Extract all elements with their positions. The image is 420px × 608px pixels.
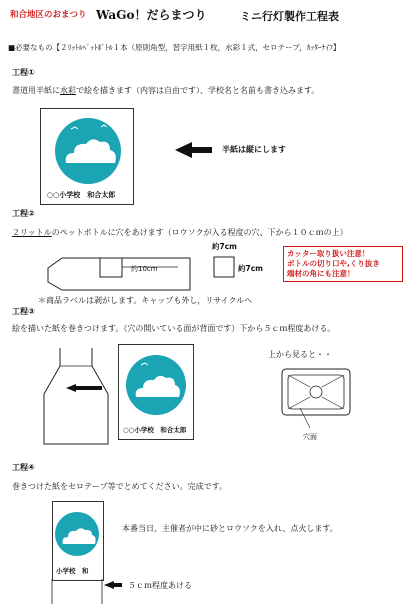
step3-card (118, 344, 194, 440)
dim-width: 約7cm (212, 242, 237, 251)
materials-line: ■必要なもの【２ﾘｯﾄﾙﾍﾟｯﾄﾎﾞﾄﾙ１本（原則角型，習字用紙１枚，水彩１式，セロテープ，ｶｯﾀｰﾅｲﾌ】 (8, 43, 341, 52)
hole-pointer-line (300, 408, 310, 428)
header-region: 和合地区のおまつり (10, 10, 87, 20)
gap-label: ５ｃｍ程度あける (128, 581, 192, 590)
top-view-label: 上から見ると・・ (268, 350, 332, 359)
dim-height: 約7cm (238, 264, 263, 273)
warning-line: カッター取り扱い注意！ (287, 249, 370, 258)
hole-square (214, 257, 234, 277)
bottle-upright-outline (44, 348, 108, 444)
warning-line: 端材の角にも注意！ (287, 269, 355, 278)
gap-arrow-icon (104, 581, 122, 589)
warning-box (283, 246, 403, 282)
step2-text-underlined: ２リットル (12, 228, 52, 237)
dim-10: 約10cm (131, 265, 158, 273)
step1-text-b: で絵を描きます（内容は自由です）、学校名と名前も書き込みます。 (76, 86, 320, 95)
step2-title: 工程② (12, 209, 35, 218)
step1-card (40, 108, 134, 205)
step4-card (52, 501, 104, 581)
step1-card-name: ○○小学校 和合太郎 (47, 191, 116, 199)
step1-text (12, 86, 319, 96)
step1-text-underlined: 水彩 (60, 86, 76, 95)
arrow-left-icon (66, 384, 102, 392)
step4-text: 巻きつけた紙をセロテープ等でとめてください。完成です。 (12, 482, 227, 491)
step1-title: 工程① (12, 68, 35, 77)
header-subtitle: ミニ行灯製作工程表 (240, 10, 339, 23)
step1-arrow-label: 半紙は縦にします (222, 145, 286, 154)
step3-card-name: ○○小学校 和合太郎 (123, 426, 187, 434)
step1-text-a: 書道用半紙に (12, 86, 60, 95)
bottle-hole (100, 258, 122, 277)
step2-text (12, 228, 348, 238)
left-arrow-icon (175, 142, 212, 158)
step2-text-b: のペットボトルに穴をあけます（ロウソクが入る程度の穴、下から１０ｃｍの上） (51, 228, 348, 237)
warning-line: ボトルの切り口や,くり抜き (287, 259, 380, 268)
header-title: WaGo！だらまつり (96, 8, 207, 22)
hole-label: 穴面 (303, 433, 317, 441)
step4-card-name: 小学校 和 (56, 567, 89, 575)
bottle-side-outline (48, 258, 190, 290)
top-view-box (282, 369, 350, 415)
final-text: 本番当日、主催者が中に砂とロウソクを入れ、点火します。 (122, 524, 338, 533)
step3-title: 工程③ (12, 307, 35, 316)
step4-title: 工程④ (12, 463, 35, 472)
step2-note: ＊商品ラベルは剥がします。キャップも外し，リサイクルへ (38, 296, 253, 305)
step3-text: 絵を描いた紙を巻きつけます。（穴の開いている面が背面です）下から５ｃｍ程度あける。 (12, 324, 336, 333)
